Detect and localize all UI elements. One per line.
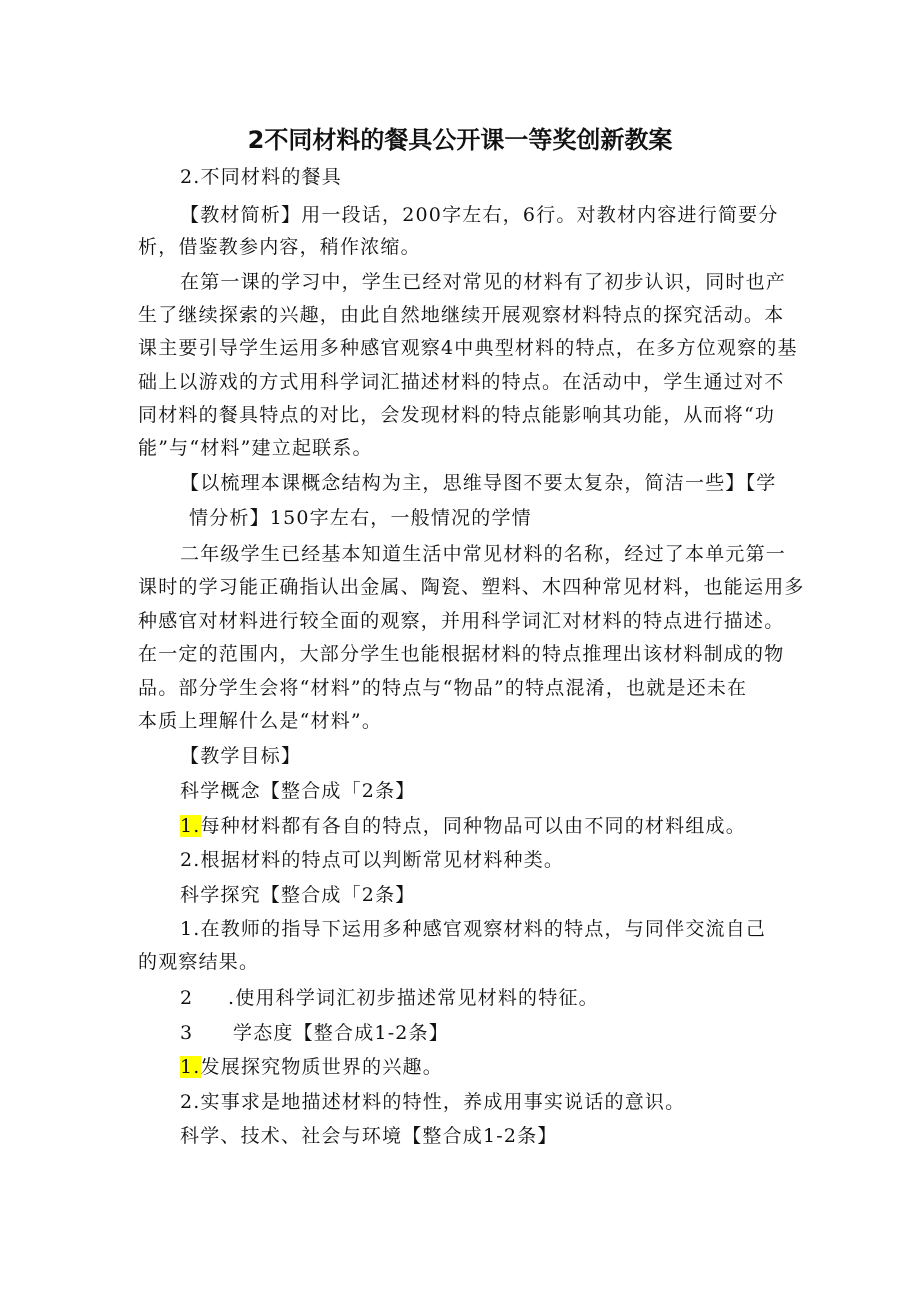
paragraph-line: 品。部分学生会将“材料”的特点与“物品”的特点混淆，也就是还未在	[138, 677, 748, 699]
list-item-text: 发展探究物质世界的兴趣。	[200, 1056, 443, 1078]
list-item	[180, 812, 746, 840]
paragraph-line: 科学、技术、社会与环境【整合成1-2条】	[180, 1125, 558, 1147]
paragraph-line: 析，借鉴教参内容，稍作浓缩。	[138, 236, 421, 258]
paragraph-line: 种感官对材料进行较全面的观察，并用科学词汇对材料的特点进行描述。	[138, 610, 785, 632]
paragraph-line: 在第一课的学习中，学生已经对常见的材料有了初步认识，同时也产	[180, 271, 787, 293]
list-item	[180, 1053, 443, 1081]
paragraph-line: 学态度【整合成1-2条】	[233, 1022, 449, 1044]
paragraph-line: 课主要引导学生运用多种感官观察4中典型材料的特点，在多方位观察的基	[138, 337, 798, 359]
paragraph-line: 的观察结果。	[138, 951, 260, 973]
paragraph-line: 本质上理解什么是“材料”。	[138, 710, 383, 732]
paragraph-line: 科学概念【整合成「2条】	[180, 780, 416, 802]
list-item-text: 每种材料都有各自的特点，同种物品可以由不同的材料组成。	[200, 815, 746, 837]
document-title: 2不同材料的餐具公开课一等奖创新教案	[247, 126, 673, 154]
paragraph-line: 情分析】150字左右，一般情况的学情	[189, 507, 532, 529]
paragraph-line: .使用科学词汇初步描述常见材料的特征。	[228, 987, 599, 1009]
paragraph-line: 【以梳理本课概念结构为主，思维导图不要太复杂，简洁一些】【学	[180, 472, 777, 494]
paragraph-line: 在一定的范围内，大部分学生也能根据材料的特点推理出该材料制成的物	[138, 643, 785, 665]
paragraph-line: 2.不同材料的餐具	[180, 166, 342, 188]
paragraph-line: 2.根据材料的特点可以判断常见材料种类。	[180, 849, 565, 871]
paragraph-line: 课时的学习能正确指认出金属、陶瓷、塑料、木四种常见材料，也能运用多	[138, 576, 805, 598]
section-heading: 【教学目标】	[180, 745, 302, 767]
paragraph-line: 二年级学生已经基本知道生活中常见材料的名称，经过了本单元第一	[180, 543, 787, 565]
paragraph-line: 能”与“材料”建立起联系。	[138, 437, 373, 459]
paragraph-line: 科学探究【整合成「2条】	[180, 884, 416, 906]
paragraph-line: 同材料的餐具特点的对比，会发现材料的特点能影响其功能，从而将“功	[138, 404, 776, 426]
highlight-marker: 1.	[180, 1056, 201, 1078]
list-number: 2	[180, 987, 194, 1009]
highlight-marker: 1.	[180, 815, 201, 837]
paragraph-line: 生了继续探索的兴趣，由此自然地继续开展观察材料特点的探究活动。本	[138, 304, 785, 326]
list-number: 3	[180, 1022, 194, 1044]
paragraph-line: 【教材简析】用一段话，200字左右，6行。对教材内容进行简要分	[180, 204, 779, 226]
paragraph-line: 2.实事求是地描述材料的特性，养成用事实说话的意识。	[180, 1091, 686, 1113]
paragraph-line: 础上以游戏的方式用科学词汇描述材料的特点。在活动中，学生通过对不	[138, 371, 785, 393]
paragraph-line: 1.在教师的指导下运用多种感官观察材料的特点，与同伴交流自己	[180, 918, 767, 940]
